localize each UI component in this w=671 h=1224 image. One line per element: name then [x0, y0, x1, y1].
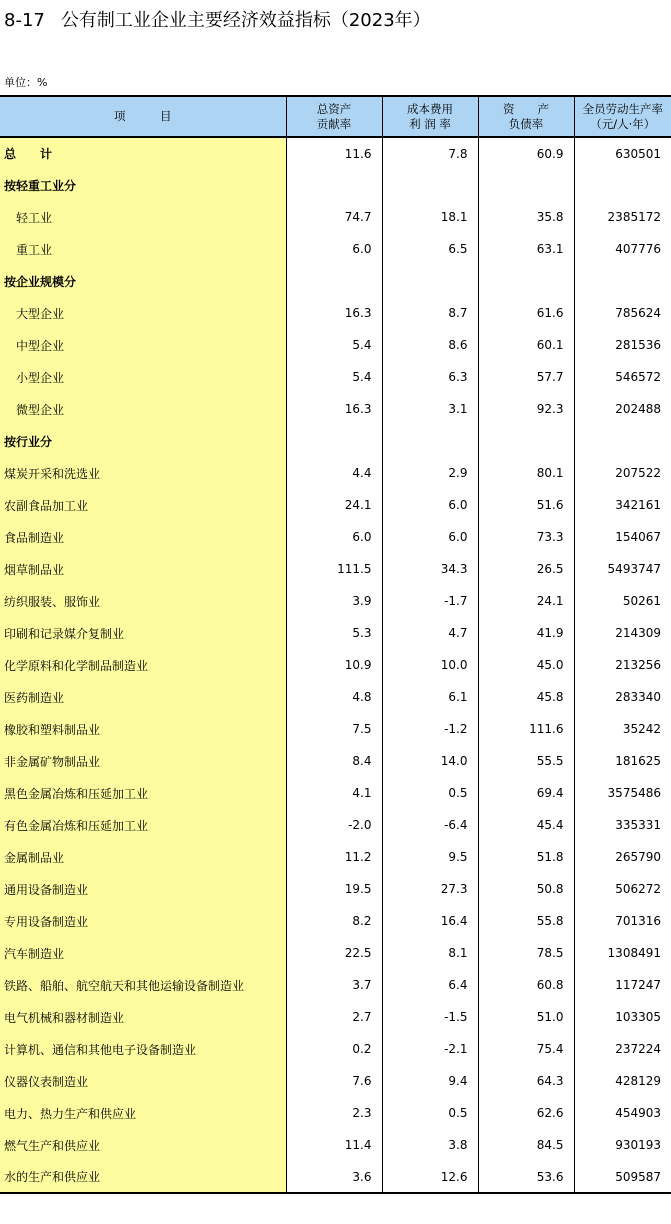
- debt-ratio-cell: 55.5: [478, 745, 574, 777]
- row-label: 电气机械和器材制造业: [0, 1001, 286, 1033]
- header-label-line: 利 润 率: [409, 116, 451, 131]
- debt-ratio-cell: 60.1: [478, 329, 574, 361]
- asset-contribution-cell: 3.6: [286, 1161, 382, 1193]
- asset-contribution-cell: 4.4: [286, 457, 382, 489]
- debt-ratio-cell: 50.8: [478, 873, 574, 905]
- labor-productivity-cell: 283340: [574, 681, 671, 713]
- table-row: [0, 873, 671, 905]
- labor-productivity-cell: 181625: [574, 745, 671, 777]
- row-label: 仪器仪表制造业: [0, 1065, 286, 1097]
- row-label: 食品制造业: [0, 521, 286, 553]
- header-label-line: 全员劳动生产率: [582, 101, 663, 116]
- row-label: 铁路、船舶、航空航天和其他运输设备制造业: [0, 969, 286, 1001]
- row-label: 金属制品业: [0, 841, 286, 873]
- cost-profit-rate-cell: 34.3: [382, 553, 478, 585]
- cost-profit-rate-cell: 3.1: [382, 393, 478, 425]
- asset-contribution-cell: 8.4: [286, 745, 382, 777]
- unit-label: 单位：%: [4, 76, 48, 89]
- cost-profit-rate-cell: 27.3: [382, 873, 478, 905]
- row-label: 计算机、通信和其他电子设备制造业: [0, 1033, 286, 1065]
- row-label: 非金属矿物制品业: [0, 745, 286, 777]
- cost-profit-rate-cell: [382, 265, 478, 297]
- header-labor-productivity: [574, 96, 671, 137]
- debt-ratio-cell: 35.8: [478, 201, 574, 233]
- cost-profit-rate-cell: -2.1: [382, 1033, 478, 1065]
- cost-profit-rate-cell: 3.8: [382, 1129, 478, 1161]
- asset-contribution-cell: [286, 425, 382, 457]
- debt-ratio-cell: [478, 169, 574, 201]
- cost-profit-rate-cell: 6.0: [382, 489, 478, 521]
- asset-contribution-cell: 11.4: [286, 1129, 382, 1161]
- debt-ratio-cell: 51.0: [478, 1001, 574, 1033]
- total-row: [0, 137, 671, 169]
- header-item: [0, 96, 286, 137]
- asset-contribution-cell: 11.2: [286, 841, 382, 873]
- table-row: [0, 1033, 671, 1065]
- row-label: 纺织服装、服饰业: [0, 585, 286, 617]
- header-debt-ratio: [478, 96, 574, 137]
- asset-contribution-cell: 6.0: [286, 521, 382, 553]
- row-label: 轻工业: [0, 201, 286, 233]
- asset-contribution-cell: 3.9: [286, 585, 382, 617]
- row-label: 微型企业: [0, 393, 286, 425]
- table-row: [0, 361, 671, 393]
- labor-productivity-cell: 1308491: [574, 937, 671, 969]
- labor-productivity-cell: 35242: [574, 713, 671, 745]
- asset-contribution-cell: 10.9: [286, 649, 382, 681]
- asset-contribution-cell: 5.4: [286, 361, 382, 393]
- table-row: [0, 1097, 671, 1129]
- table-row: [0, 1129, 671, 1161]
- labor-productivity-cell: 103305: [574, 1001, 671, 1033]
- asset-contribution-cell: 19.5: [286, 873, 382, 905]
- cost-profit-rate-cell: 6.3: [382, 361, 478, 393]
- cost-profit-rate-cell: 8.1: [382, 937, 478, 969]
- labor-productivity-cell: [574, 425, 671, 457]
- group-header-row: [0, 265, 671, 297]
- cost-profit-rate-cell: 7.8: [382, 137, 478, 169]
- debt-ratio-cell: 45.0: [478, 649, 574, 681]
- table-title: 公有制工业企业主要经济效益指标（2023年）: [60, 10, 431, 31]
- debt-ratio-cell: 84.5: [478, 1129, 574, 1161]
- row-label: 按行业分: [0, 425, 286, 457]
- table-row: [0, 969, 671, 1001]
- cost-profit-rate-cell: 9.4: [382, 1065, 478, 1097]
- labor-productivity-cell: 630501: [574, 137, 671, 169]
- row-label: 专用设备制造业: [0, 905, 286, 937]
- row-label: 汽车制造业: [0, 937, 286, 969]
- cost-profit-rate-cell: -1.5: [382, 1001, 478, 1033]
- asset-contribution-cell: 0.2: [286, 1033, 382, 1065]
- header-label-line: （元/人·年）: [590, 116, 656, 131]
- labor-productivity-cell: 237224: [574, 1033, 671, 1065]
- asset-contribution-cell: 16.3: [286, 297, 382, 329]
- row-label: 农副食品加工业: [0, 489, 286, 521]
- asset-contribution-cell: 8.2: [286, 905, 382, 937]
- page-title: [4, 6, 431, 32]
- debt-ratio-cell: 57.7: [478, 361, 574, 393]
- debt-ratio-cell: [478, 265, 574, 297]
- header-label-line: 项 目: [114, 109, 172, 123]
- row-label: 燃气生产和供应业: [0, 1129, 286, 1161]
- debt-ratio-cell: 53.6: [478, 1161, 574, 1193]
- table-row: [0, 713, 671, 745]
- labor-productivity-cell: 214309: [574, 617, 671, 649]
- table-row: [0, 297, 671, 329]
- asset-contribution-cell: 6.0: [286, 233, 382, 265]
- debt-ratio-cell: 61.6: [478, 297, 574, 329]
- indicator-table: [0, 95, 671, 1194]
- debt-ratio-cell: 26.5: [478, 553, 574, 585]
- labor-productivity-cell: 213256: [574, 649, 671, 681]
- table-row: [0, 681, 671, 713]
- labor-productivity-cell: 342161: [574, 489, 671, 521]
- header-label-line: 总资产: [316, 101, 352, 116]
- debt-ratio-cell: 51.8: [478, 841, 574, 873]
- table-row: [0, 809, 671, 841]
- row-label: 大型企业: [0, 297, 286, 329]
- debt-ratio-cell: 45.8: [478, 681, 574, 713]
- header-label-line: 负债率: [508, 116, 544, 131]
- debt-ratio-cell: 24.1: [478, 585, 574, 617]
- cost-profit-rate-cell: 2.9: [382, 457, 478, 489]
- asset-contribution-cell: 24.1: [286, 489, 382, 521]
- asset-contribution-cell: 5.3: [286, 617, 382, 649]
- labor-productivity-cell: 117247: [574, 969, 671, 1001]
- labor-productivity-cell: 428129: [574, 1065, 671, 1097]
- cost-profit-rate-cell: 4.7: [382, 617, 478, 649]
- table-header: [0, 96, 671, 137]
- cost-profit-rate-cell: 14.0: [382, 745, 478, 777]
- asset-contribution-cell: 7.5: [286, 713, 382, 745]
- cost-profit-rate-cell: 0.5: [382, 1097, 478, 1129]
- table-row: [0, 233, 671, 265]
- asset-contribution-cell: 5.4: [286, 329, 382, 361]
- labor-productivity-cell: 3575486: [574, 777, 671, 809]
- cost-profit-rate-cell: [382, 425, 478, 457]
- labor-productivity-cell: 202488: [574, 393, 671, 425]
- cost-profit-rate-cell: 6.0: [382, 521, 478, 553]
- table-row: [0, 457, 671, 489]
- debt-ratio-cell: [478, 425, 574, 457]
- row-label: 总 计: [0, 137, 286, 169]
- labor-productivity-cell: 2385172: [574, 201, 671, 233]
- debt-ratio-cell: 92.3: [478, 393, 574, 425]
- labor-productivity-cell: 546572: [574, 361, 671, 393]
- row-label: 小型企业: [0, 361, 286, 393]
- table-row: [0, 841, 671, 873]
- table-number: 8-17: [4, 10, 45, 31]
- row-label: 煤炭开采和洗选业: [0, 457, 286, 489]
- header-label-line: 成本费用: [407, 101, 453, 116]
- header-row: [0, 96, 671, 137]
- asset-contribution-cell: 16.3: [286, 393, 382, 425]
- row-label: 电力、热力生产和供应业: [0, 1097, 286, 1129]
- table-row: [0, 521, 671, 553]
- table-row: [0, 1001, 671, 1033]
- header-asset-contribution: [286, 96, 382, 137]
- labor-productivity-cell: 154067: [574, 521, 671, 553]
- debt-ratio-cell: 51.6: [478, 489, 574, 521]
- row-label: 中型企业: [0, 329, 286, 361]
- asset-contribution-cell: 2.7: [286, 1001, 382, 1033]
- debt-ratio-cell: 111.6: [478, 713, 574, 745]
- debt-ratio-cell: 60.8: [478, 969, 574, 1001]
- cost-profit-rate-cell: 6.1: [382, 681, 478, 713]
- asset-contribution-cell: -2.0: [286, 809, 382, 841]
- cost-profit-rate-cell: 16.4: [382, 905, 478, 937]
- group-header-row: [0, 169, 671, 201]
- row-label: 重工业: [0, 233, 286, 265]
- table-row: [0, 489, 671, 521]
- labor-productivity-cell: 701316: [574, 905, 671, 937]
- debt-ratio-cell: 63.1: [478, 233, 574, 265]
- asset-contribution-cell: 74.7: [286, 201, 382, 233]
- table-row: [0, 649, 671, 681]
- cost-profit-rate-cell: 0.5: [382, 777, 478, 809]
- labor-productivity-cell: 335331: [574, 809, 671, 841]
- debt-ratio-cell: 73.3: [478, 521, 574, 553]
- row-label: 橡胶和塑料制品业: [0, 713, 286, 745]
- cost-profit-rate-cell: 6.5: [382, 233, 478, 265]
- debt-ratio-cell: 62.6: [478, 1097, 574, 1129]
- cost-profit-rate-cell: -6.4: [382, 809, 478, 841]
- cost-profit-rate-cell: 9.5: [382, 841, 478, 873]
- table-row: [0, 905, 671, 937]
- row-label: 按企业规模分: [0, 265, 286, 297]
- asset-contribution-cell: 4.8: [286, 681, 382, 713]
- header-label-line: 资 产: [503, 101, 549, 116]
- debt-ratio-cell: 45.4: [478, 809, 574, 841]
- asset-contribution-cell: 11.6: [286, 137, 382, 169]
- debt-ratio-cell: 55.8: [478, 905, 574, 937]
- labor-productivity-cell: 50261: [574, 585, 671, 617]
- header-cost-profit-rate: [382, 96, 478, 137]
- debt-ratio-cell: 64.3: [478, 1065, 574, 1097]
- row-label: 水的生产和供应业: [0, 1161, 286, 1193]
- asset-contribution-cell: 111.5: [286, 553, 382, 585]
- row-label: 通用设备制造业: [0, 873, 286, 905]
- cost-profit-rate-cell: 10.0: [382, 649, 478, 681]
- table-row: [0, 201, 671, 233]
- asset-contribution-cell: 22.5: [286, 937, 382, 969]
- asset-contribution-cell: 7.6: [286, 1065, 382, 1097]
- labor-productivity-cell: 407776: [574, 233, 671, 265]
- row-label: 化学原料和化学制品制造业: [0, 649, 286, 681]
- cost-profit-rate-cell: 8.7: [382, 297, 478, 329]
- debt-ratio-cell: 41.9: [478, 617, 574, 649]
- table-row: [0, 329, 671, 361]
- cost-profit-rate-cell: 12.6: [382, 1161, 478, 1193]
- cost-profit-rate-cell: [382, 169, 478, 201]
- asset-contribution-cell: [286, 265, 382, 297]
- table-row: [0, 937, 671, 969]
- row-label: 黑色金属冶炼和压延加工业: [0, 777, 286, 809]
- labor-productivity-cell: 5493747: [574, 553, 671, 585]
- labor-productivity-cell: 454903: [574, 1097, 671, 1129]
- cost-profit-rate-cell: 18.1: [382, 201, 478, 233]
- row-label: 按轻重工业分: [0, 169, 286, 201]
- labor-productivity-cell: 930193: [574, 1129, 671, 1161]
- debt-ratio-cell: 75.4: [478, 1033, 574, 1065]
- table-row: [0, 1065, 671, 1097]
- labor-productivity-cell: 207522: [574, 457, 671, 489]
- table-row: [0, 553, 671, 585]
- debt-ratio-cell: 60.9: [478, 137, 574, 169]
- labor-productivity-cell: [574, 169, 671, 201]
- labor-productivity-cell: 509587: [574, 1161, 671, 1193]
- labor-productivity-cell: 506272: [574, 873, 671, 905]
- table-body: [0, 137, 671, 1193]
- labor-productivity-cell: 281536: [574, 329, 671, 361]
- row-label: 烟草制品业: [0, 553, 286, 585]
- table-row: [0, 617, 671, 649]
- debt-ratio-cell: 78.5: [478, 937, 574, 969]
- labor-productivity-cell: 785624: [574, 297, 671, 329]
- table-row: [0, 777, 671, 809]
- cost-profit-rate-cell: -1.2: [382, 713, 478, 745]
- asset-contribution-cell: 4.1: [286, 777, 382, 809]
- table-row: [0, 1161, 671, 1193]
- asset-contribution-cell: [286, 169, 382, 201]
- row-label: 有色金属冶炼和压延加工业: [0, 809, 286, 841]
- row-label: 医药制造业: [0, 681, 286, 713]
- debt-ratio-cell: 69.4: [478, 777, 574, 809]
- cost-profit-rate-cell: 6.4: [382, 969, 478, 1001]
- asset-contribution-cell: 3.7: [286, 969, 382, 1001]
- debt-ratio-cell: 80.1: [478, 457, 574, 489]
- cost-profit-rate-cell: 8.6: [382, 329, 478, 361]
- table-row: [0, 745, 671, 777]
- asset-contribution-cell: 2.3: [286, 1097, 382, 1129]
- table-row: [0, 393, 671, 425]
- row-label: 印刷和记录媒介复制业: [0, 617, 286, 649]
- labor-productivity-cell: [574, 265, 671, 297]
- group-header-row: [0, 425, 671, 457]
- header-label-line: 贡献率: [316, 116, 352, 131]
- labor-productivity-cell: 265790: [574, 841, 671, 873]
- cost-profit-rate-cell: -1.7: [382, 585, 478, 617]
- table-row: [0, 585, 671, 617]
